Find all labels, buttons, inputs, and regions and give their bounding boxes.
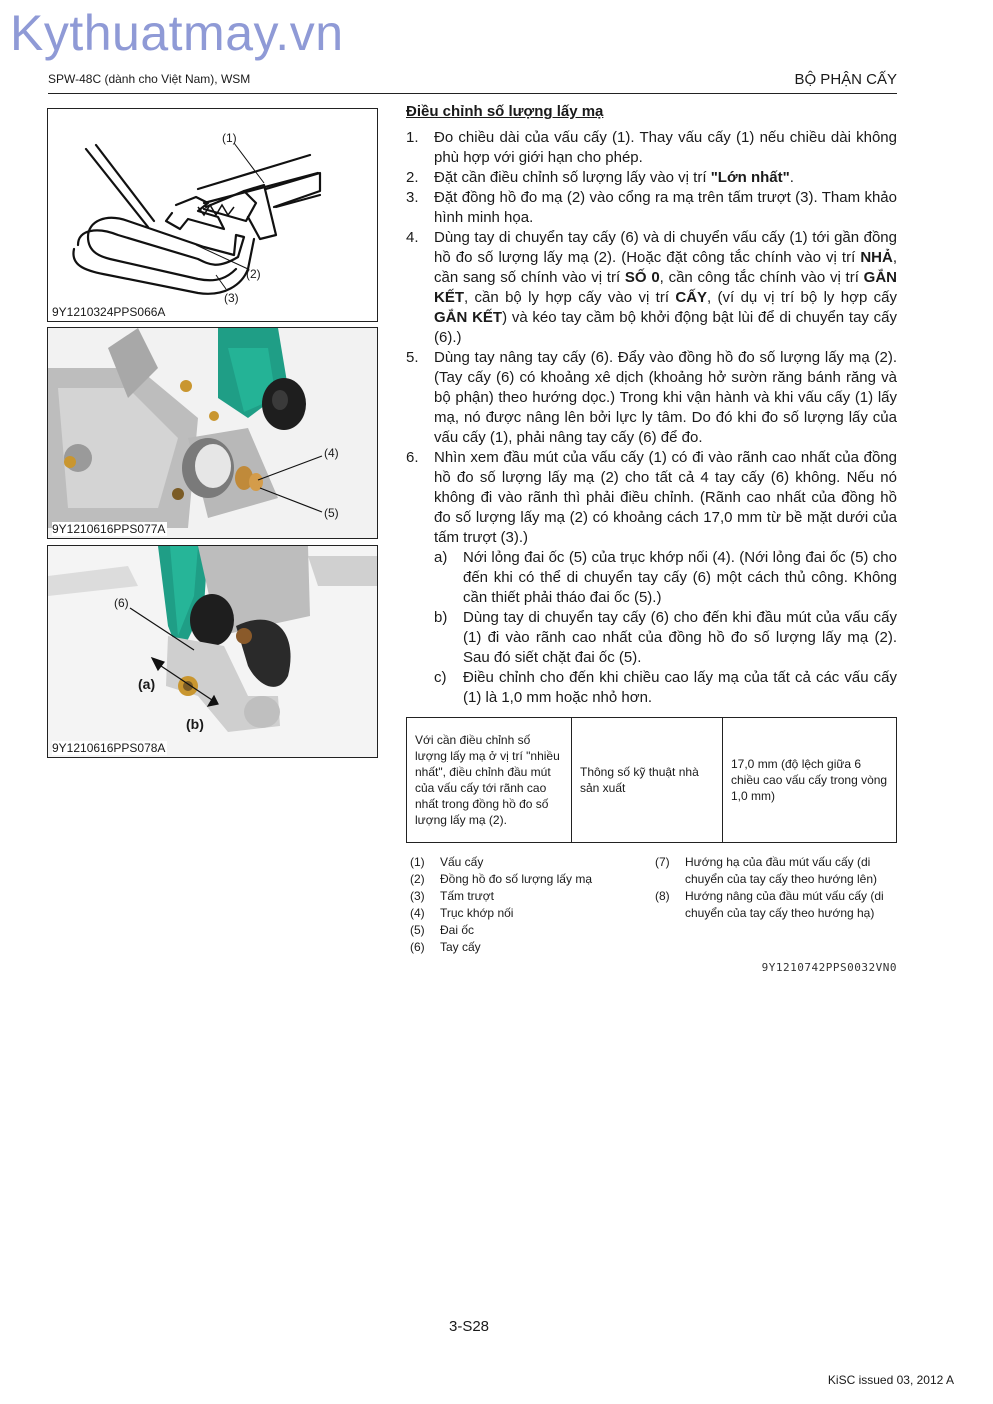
document-code: 9Y1210742PPS0032VN0 [761, 961, 897, 974]
step-text: , cần sang số chính vào vị trí [434, 249, 897, 286]
page-number: 3-S28 [449, 1318, 490, 1335]
sub-step-text: Dùng tay di chuyển tay cấy (6) cho đến khi đầu mút của vấu cấy (1) đi vào rãnh cao nhất của đồng hồ đo số lượng lấy mạ (2). Sau đó siết chặt đai ốc (5). [463, 609, 897, 666]
step-number: 1. [406, 129, 419, 146]
footer-issue: KiSC issued 03, 2012 A [827, 1373, 954, 1387]
label-5: (5) [324, 506, 339, 520]
legend-number: (5) [410, 923, 425, 937]
sub-step-text: Điều chỉnh cho đến khi chiều cao lấy mạ của tất cả các vấu cấy (1) là 1,0 mm hoặc nhỏ hơn. [463, 669, 897, 706]
legend-number: (8) [655, 889, 670, 903]
legend-number: (7) [655, 855, 670, 869]
step-text: Dùng tay nâng tay cấy (6). Đẩy vào đồng hồ đo số lượng lấy mạ (2). (Tay cấy (6) có khoảng xê dịch (khoảng hở sườn răng bánh răng và bộ phận) theo hướng dọc.) Trong khi vận hành và khi vấu cấy (1) lấy mạ, nó được nâng lên bởi lực ly tâm. Do đó khi đo số lượng lấy của vấu cấy (1), phải nâng tay cấy (6) để đo. [434, 349, 897, 446]
step [406, 188, 897, 228]
label-3: (3) [224, 291, 239, 305]
legend-text: Đồng hồ đo số lượng lấy mạ [440, 872, 592, 886]
figure-photo-shaft [47, 327, 378, 539]
legend-number: (3) [410, 889, 425, 903]
step-number: 6. [406, 449, 419, 466]
spec-table [406, 717, 897, 843]
step-text: SỐ 0 [624, 269, 660, 286]
step-text: GẮN KẾT [434, 309, 503, 326]
sub-step-number: b) [434, 609, 448, 626]
figure-photo-arm [47, 545, 378, 758]
sub-step-number: c) [434, 669, 447, 686]
legend-text: Hướng hạ của đầu mút vấu cấy (di chuyển của tay cấy theo hướng lên) [685, 855, 878, 886]
step-text: CẤY [675, 289, 708, 306]
spec-kind: Thông số kỹ thuật nhà sản xuất [572, 718, 723, 843]
step-number: 4. [406, 229, 419, 246]
label-6: (6) [114, 596, 129, 610]
diagram-drawing [48, 109, 377, 321]
spec-condition: Với cần điều chỉnh số lượng lấy mạ ở vị trí "nhiều nhất", điều chỉnh đầu mút của vấu cấy tới rãnh cao nhất trong đồng hồ đo số lượng lấy mạ (2). [407, 718, 572, 843]
spec-row [407, 718, 897, 843]
step-text: "Lớn nhất" [710, 169, 790, 186]
figure-code: 9Y1210616PPS077A [52, 522, 166, 536]
step-text: NHẢ [860, 249, 893, 266]
step-text: Nhìn xem đầu mút của vấu cấy (1) có đi vào rãnh cao nhất của đồng hồ đo số lượng lấy mạ (2) cho tất cả 4 tay cấy (6) không. Nếu nó không đi vào rãnh thì phải điều chỉnh. (Rãnh cao nhất của đồng hồ đo số lượng lấy mạ (2) có khoảng cách 17,0 mm từ bề mặt dưới của tấm trượt (3).) [434, 449, 897, 546]
step-text: . [789, 169, 794, 186]
sub-step [434, 548, 897, 608]
step [406, 168, 897, 188]
section-title: Điều chỉnh số lượng lấy mạ [406, 103, 604, 120]
step-text: , cần công tắc chính vào vị trí [659, 269, 864, 286]
step-number: 5. [406, 349, 419, 366]
legend-text: Tấm trượt [440, 889, 494, 903]
header-rule [48, 93, 897, 94]
header-model: SPW-48C (dành cho Việt Nam), WSM [48, 72, 251, 86]
legend-item [410, 939, 646, 956]
step-text: Đặt cần điều chỉnh số lượng lấy vào vị trí [434, 169, 711, 186]
label-b: (b) [186, 716, 204, 732]
step-text: GẮN KẾT [434, 269, 897, 306]
legend-item [410, 888, 646, 905]
legend-item [655, 854, 897, 888]
label-1: (1) [222, 131, 237, 145]
legend-right [655, 854, 897, 922]
label-a: (a) [138, 676, 156, 692]
step [406, 228, 897, 348]
legend-text: Vấu cấy [440, 855, 484, 869]
legend-item [655, 888, 897, 922]
step [406, 448, 897, 548]
legend-number: (2) [410, 872, 425, 886]
step-text: Dùng tay di chuyển tay cấy (6) và di chuyển vấu cấy (1) tới gần đồng hồ đo số lượng lấy mạ (2). (Hoặc đặt công tắc chính vào vị trí [434, 229, 897, 266]
legend-item [410, 854, 646, 871]
sub-step [434, 668, 897, 708]
watermark: Kythuatmay.vn [10, 5, 344, 61]
label-4: (4) [324, 446, 339, 460]
step-text: ) và kéo tay cầm bộ khởi động bật lùi để di chuyển tay cấy (6).) [434, 309, 898, 346]
step-number: 3. [406, 189, 419, 206]
step-text: Đo chiều dài của vấu cấy (1). Thay vấu cấy (1) nếu chiều dài không phù hợp với giới hạn cho phép. [434, 129, 897, 166]
legend-text: Trục khớp nối [440, 906, 514, 920]
legend-number: (1) [410, 855, 425, 869]
figure-code: 9Y1210616PPS078A [52, 741, 166, 755]
legend-left [410, 854, 646, 956]
step [406, 128, 897, 168]
sub-step-text: Nới lỏng đai ốc (5) của trục khớp nối (4). (Nới lỏng đai ốc (5) cho đến khi có thể di chuyển tay cấy (6) một cách thủ công. Không cần thiết phải tháo đai ốc (5).) [463, 549, 897, 606]
legend-item [410, 905, 646, 922]
figure-diagram [47, 108, 378, 322]
sub-step [434, 608, 897, 668]
step-text: Đặt đồng hồ đo mạ (2) vào cổng ra mạ trên tấm trượt (3). Tham khảo hình minh họa. [434, 189, 897, 226]
legend-text: Đai ốc [440, 923, 475, 937]
sub-step-number: a) [434, 549, 448, 566]
legend-text: Tay cấy [440, 940, 481, 954]
legend-text: Hướng nâng của đầu mút vấu cấy (di chuyển của tay cấy theo hướng hạ) [685, 889, 884, 920]
step [406, 348, 897, 448]
legend-item [410, 922, 646, 939]
legend-number: (6) [410, 940, 425, 954]
step-text: , cần bộ ly hợp cấy vào vị trí [464, 289, 676, 306]
legend-item [410, 871, 646, 888]
figure-code: 9Y1210324PPS066A [52, 305, 166, 319]
step-number: 2. [406, 169, 419, 186]
label-2: (2) [246, 267, 261, 281]
spec-value: 17,0 mm (độ lệch giữa 6 chiều cao vấu cấy trong vòng 1,0 mm) [723, 718, 897, 843]
procedure-section [406, 102, 897, 708]
header-section: BỘ PHẬN CẤY [794, 71, 897, 88]
procedure-steps [406, 128, 897, 708]
legend-number: (4) [410, 906, 425, 920]
step-text: , (ví dụ vị trí bộ ly hợp cấy [707, 289, 897, 306]
photo-arm [48, 546, 377, 757]
